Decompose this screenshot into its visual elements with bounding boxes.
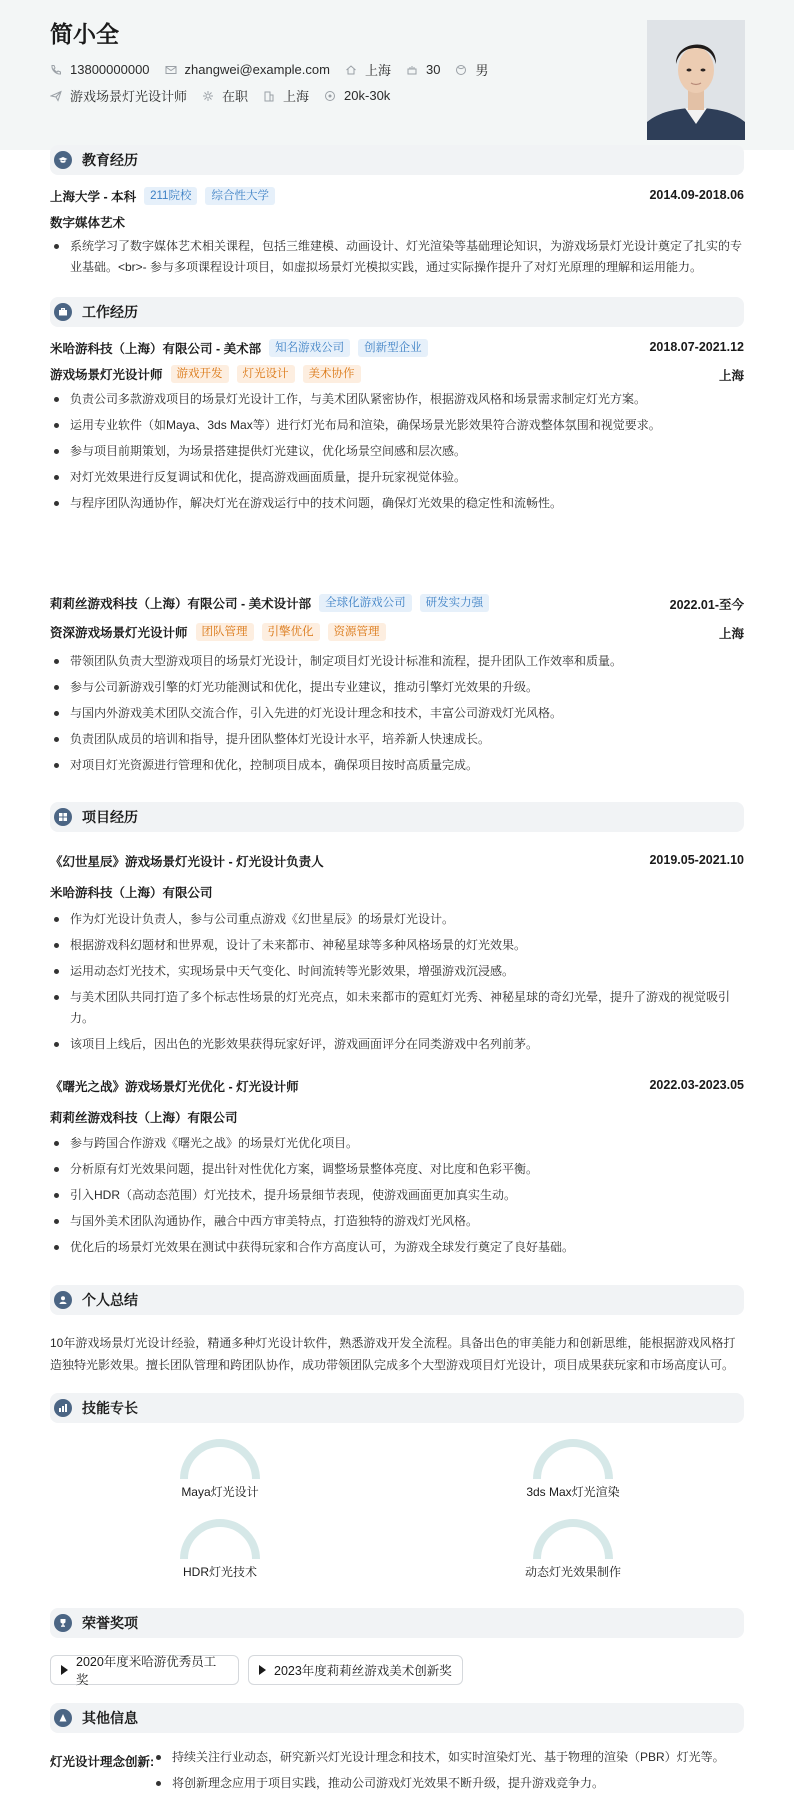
list-item: 根据游戏科幻题材和世界观，设计了未来都市、神秘星球等多种风格场景的灯光效果。 — [50, 935, 744, 956]
skill-item — [503, 1437, 643, 1500]
work-location: 上海 — [718, 627, 744, 641]
project-bullets — [50, 1133, 744, 1263]
age-item — [406, 62, 440, 77]
resume-header — [0, 0, 794, 150]
list-item: 带领团队负责大型游戏项目的场景灯光设计，制定项目灯光设计标准和流程，提升团队工作效率和质量。 — [50, 651, 744, 672]
email-text: zhangwei@example.com — [184, 62, 330, 77]
salary-item — [324, 88, 390, 103]
age-icon — [406, 64, 418, 76]
work-role — [50, 365, 361, 383]
phone-icon — [50, 64, 62, 76]
education-major: 数字媒体艺术 — [50, 216, 126, 230]
gender-item — [455, 60, 488, 79]
city-text: 上海 — [364, 63, 391, 78]
company-tag: 全球化游戏公司 — [319, 594, 412, 612]
gender-icon — [455, 64, 467, 76]
skill-gauge — [178, 1437, 262, 1479]
work-bullets — [50, 651, 744, 781]
education-school — [50, 187, 275, 205]
section-awards — [50, 1608, 744, 1638]
salary-icon — [324, 90, 336, 102]
job-intent-row — [50, 86, 405, 105]
work-company — [50, 594, 489, 612]
target-city-text: 上海 — [283, 89, 310, 104]
list-item: 将创新理念应用于项目实践，推动公司游戏灯光效果不断升级，提升游戏竞争力。 — [152, 1773, 744, 1794]
candidate-name: 简小全 — [50, 21, 119, 47]
list-item: 与国外美术团队沟通协作，融合中西方审美特点，打造独特的游戏灯光风格。 — [50, 1211, 744, 1232]
other-label: 灯光设计理念创新: — [50, 1755, 155, 1769]
section-title: 荣誉奖项 — [82, 1615, 138, 1631]
trophy-icon — [54, 1614, 72, 1632]
education-tag: 综合性大学 — [205, 187, 275, 205]
role-tag: 灯光设计 — [237, 365, 295, 383]
play-icon — [61, 1665, 68, 1675]
age-text: 30 — [425, 62, 441, 77]
list-item: 分析原有灯光效果问题，提出针对性优化方案，调整场景整体亮度、对比度和色彩平衡。 — [50, 1159, 744, 1180]
list-item: 作为灯光设计负责人，参与公司重点游戏《幻世星辰》的场景灯光设计。 — [50, 909, 744, 930]
briefcase-icon — [54, 303, 72, 321]
list-item: 与美术团队共同打造了多个标志性场景的灯光亮点，如未来都市的霓虹灯光秀、神秘星球的奇幻光晕，提升了游戏的视觉吸引力。 — [50, 987, 744, 1029]
list-item: 参与项目前期策划，为场景搭建提供灯光建议，优化场景空间感和层次感。 — [50, 441, 744, 462]
list-item: 对项目灯光资源进行管理和优化，控制项目成本，确保项目按时高质量完成。 — [50, 755, 744, 776]
profile-photo-image — [647, 20, 745, 140]
project-title: 《曙光之战》游戏场景灯光优化 - 灯光设计师 — [50, 1080, 299, 1094]
send-icon — [50, 90, 62, 102]
project-period: 2022.03-2023.05 — [649, 1078, 744, 1092]
project-title: 《幻世星辰》游戏场景灯光设计 - 灯光设计负责人 — [50, 855, 324, 869]
education-tag: 211院校 — [144, 187, 197, 205]
role-tag: 游戏开发 — [171, 365, 229, 383]
list-item: 参与公司新游戏引擎的灯光功能测试和优化，提出专业建议，推动引擎灯光效果的升级。 — [50, 677, 744, 698]
award-name: 2023年度莉莉丝游戏美术创新奖 — [274, 1664, 452, 1678]
award-item — [50, 1655, 239, 1685]
building-icon — [263, 90, 275, 102]
info-icon — [54, 1709, 72, 1727]
skill-item — [150, 1437, 290, 1500]
work-location: 上海 — [718, 369, 744, 383]
status-item — [202, 86, 248, 105]
work-bullets — [50, 389, 744, 519]
company-tag: 创新型企业 — [358, 339, 428, 357]
status-text: 在职 — [222, 89, 249, 104]
section-title: 教育经历 — [82, 152, 138, 168]
list-item: 优化后的场景灯光效果在测试中获得玩家和合作方高度认可，为游戏全球发行奠定了良好基础。 — [50, 1237, 744, 1258]
email-item — [165, 62, 330, 77]
salary-text: 20k-30k — [344, 88, 391, 103]
list-item: 参与跨国合作游戏《曙光之战》的场景灯光优化项目。 — [50, 1133, 744, 1154]
list-item: 运用专业软件（如Maya、3ds Max等）进行灯光布局和渲染，确保场景光影效果符合游戏整体氛围和视觉要求。 — [50, 415, 744, 436]
work-period: 2022.01-至今 — [669, 598, 744, 612]
education-details — [50, 236, 744, 283]
list-item: 持续关注行业动态，研究新兴灯光设计理念和技术，如实时渲染灯光、基于物理的渲染（PBR）灯光等。 — [152, 1747, 744, 1768]
list-item: 与国内外游戏美术团队交流合作，引入先进的灯光设计理念和技术，丰富公司游戏灯光风格。 — [50, 703, 744, 724]
target-city-item — [263, 86, 309, 105]
list-item: 系统学习了数字媒体艺术相关课程，包括三维建模、动画设计、灯光渲染等基础理论知识，为游戏场景灯光设计奠定了扎实的专业基础。<br>- 参与多项课程设计项目，如虚拟场景灯光模拟实践，通过实际操作提升了对灯光原理的理解和运用能力。 — [50, 236, 744, 278]
section-skills — [50, 1393, 744, 1423]
skill-item — [503, 1517, 643, 1580]
skill-name: 动态灯光效果制作 — [524, 1565, 621, 1579]
role-tag: 引擎优化 — [262, 623, 320, 641]
user-icon — [54, 1291, 72, 1309]
work-company — [50, 339, 428, 357]
play-icon — [259, 1665, 266, 1675]
home-icon — [345, 64, 357, 76]
list-item: 对灯光效果进行反复调试和优化，提高游戏画面质量，提升玩家视觉体验。 — [50, 467, 744, 488]
list-item: 与程序团队沟通协作，解决灯光在游戏运行中的技术问题，确保灯光效果的稳定性和流畅性。 — [50, 493, 744, 514]
status-icon — [202, 90, 214, 102]
list-item: 引入HDR（高动态范围）灯光技术，提升场景细节表现，使游戏画面更加真实生动。 — [50, 1185, 744, 1206]
list-item: 负责公司多款游戏项目的场景灯光设计工作，与美术团队紧密协作，根据游戏风格和场景需求制定灯光方案。 — [50, 389, 744, 410]
mail-icon — [165, 64, 177, 76]
list-item: 运用动态灯光技术，实现场景中天气变化、时间流转等光影效果，增强游戏沉浸感。 — [50, 961, 744, 982]
role-name: 资深游戏场景灯光设计师 — [50, 626, 188, 640]
phone-text: 13800000000 — [70, 62, 150, 77]
list-item: 负责团队成员的培训和指导，提升团队整体灯光设计水平，培养新人快速成长。 — [50, 729, 744, 750]
grid-icon — [54, 808, 72, 826]
skill-gauge — [531, 1437, 615, 1479]
skill-name: Maya灯光设计 — [181, 1485, 259, 1499]
company-name: 米哈游科技（上海）有限公司 - 美术部 — [50, 342, 262, 356]
skill-gauge — [178, 1517, 262, 1559]
skill-item — [150, 1517, 290, 1580]
contact-row — [50, 60, 503, 79]
section-title: 其他信息 — [82, 1710, 138, 1726]
section-projects — [50, 802, 744, 832]
profile-photo — [647, 20, 745, 140]
section-title: 个人总结 — [82, 1292, 138, 1308]
project-company: 莉莉丝游戏科技（上海）有限公司 — [50, 1111, 238, 1125]
section-work — [50, 297, 744, 327]
work-period: 2018.07-2021.12 — [649, 340, 744, 354]
company-tag: 知名游戏公司 — [269, 339, 350, 357]
education-period: 2014.09-2018.06 — [649, 188, 744, 202]
phone-item — [50, 62, 150, 77]
school-degree: 上海大学 - 本科 — [50, 190, 137, 204]
role-tag: 团队管理 — [196, 623, 254, 641]
gender-text: 男 — [475, 63, 489, 78]
other-bullets — [152, 1747, 744, 1799]
section-title: 技能专长 — [82, 1400, 138, 1416]
skill-gauge — [531, 1517, 615, 1559]
project-period: 2019.05-2021.10 — [649, 853, 744, 867]
summary-text: 10年游戏场景灯光设计经验，精通多种灯光设计软件，熟悉游戏开发全流程。具备出色的审美能力和创新思维，能根据游戏风格打造独特光影效果。擅长团队管理和跨团队协作，成功带领团队完成多个大型游戏项目灯光设计，项目成果获玩家和市场高度认可。 — [50, 1336, 736, 1372]
role-tag: 美术协作 — [303, 365, 361, 383]
company-tag: 研发实力强 — [420, 594, 490, 612]
work-role — [50, 623, 386, 641]
position-text: 游戏场景灯光设计师 — [70, 89, 188, 104]
list-item: 该项目上线后，因出色的光影效果获得玩家好评，游戏画面评分在同类游戏中名列前茅。 — [50, 1034, 744, 1055]
section-education — [50, 145, 744, 175]
position-item — [50, 86, 187, 105]
role-name: 游戏场景灯光设计师 — [50, 368, 163, 382]
project-bullets — [50, 909, 744, 1060]
chart-icon — [54, 1399, 72, 1417]
project-company: 米哈游科技（上海）有限公司 — [50, 886, 213, 900]
graduation-cap-icon — [54, 151, 72, 169]
award-item — [248, 1655, 463, 1685]
section-other — [50, 1703, 744, 1733]
role-tag: 资源管理 — [328, 623, 386, 641]
skill-name: HDR灯光技术 — [183, 1565, 257, 1579]
section-summary — [50, 1285, 744, 1315]
section-title: 项目经历 — [82, 809, 138, 825]
city-item — [345, 60, 391, 79]
section-title: 工作经历 — [82, 304, 138, 320]
award-name: 2020年度米哈游优秀员工奖 — [76, 1655, 217, 1687]
skill-name: 3ds Max灯光渲染 — [526, 1485, 620, 1499]
company-name: 莉莉丝游戏科技（上海）有限公司 - 美术设计部 — [50, 597, 312, 611]
